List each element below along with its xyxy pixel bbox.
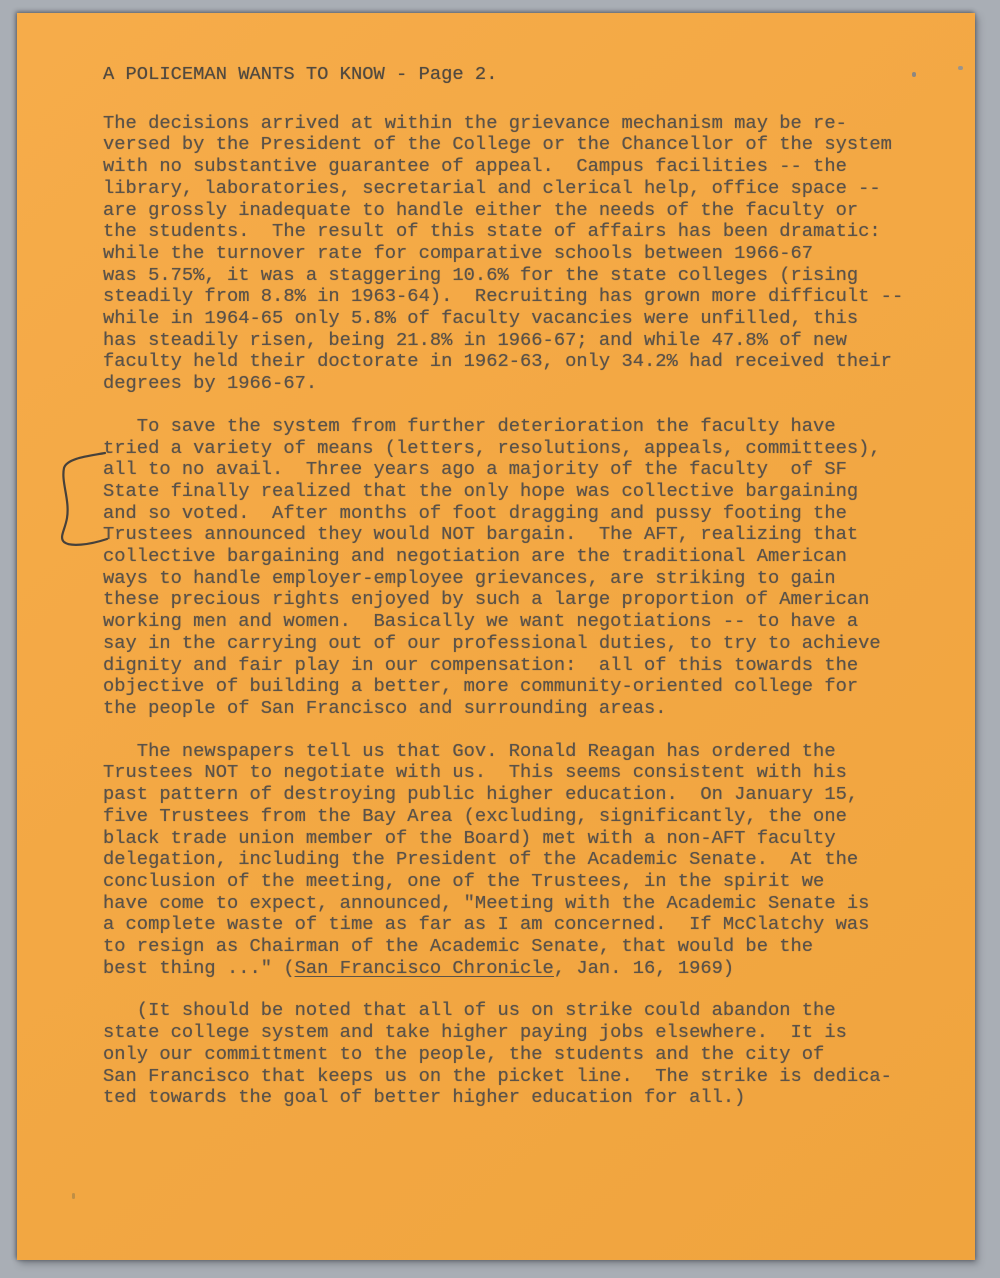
text-line: a complete waste of time as far as I am concerned. If McClatchy was: [103, 913, 870, 936]
text-line: faculty held their doctorate in 1962-63, only 34.2% had received their: [103, 350, 892, 373]
text-line: say in the carrying out of our professional duties, to try to achieve: [103, 631, 881, 654]
text-line: five Trustees from the Bay Area (excluding, significantly, the one: [103, 804, 847, 827]
text-line: conclusion of the meeting, one of the Trustees, in the spirit we: [103, 869, 825, 892]
text-line: (It should be noted that all of us on strike could abandon the: [103, 999, 836, 1022]
text-line: to resign as Chairman of the Academic Senate, that would be the: [103, 935, 814, 958]
typewritten-content: [103, 64, 933, 1130]
text-line: best thing ..." (San Francisco Chronicle, Jan. 16, 1969): [103, 956, 735, 979]
ink-speck: [912, 72, 916, 77]
paragraph: [103, 741, 933, 980]
paragraph: [103, 416, 933, 720]
text-line: ted towards the goal of better higher education for all.): [103, 1086, 746, 1109]
text-line: dignity and fair play in our compensation: all of this towards the: [103, 653, 859, 676]
text-line: Trustees announced they would NOT bargain. The AFT, realizing that: [103, 523, 859, 546]
text-line: and so voted. After months of foot dragging and pussy footing the: [103, 501, 847, 524]
text-line: was 5.75%, it was a staggering 10.6% for the state colleges (rising: [103, 263, 859, 286]
text-line: steadily from 8.8% in 1963-64). Recruiting has grown more difficult --: [103, 285, 904, 308]
text-line: the students. The result of this state of affairs has been dramatic:: [103, 220, 881, 243]
text-line: has steadily risen, being 21.8% in 1966-67; and while 47.8% of new: [103, 328, 847, 351]
ink-speck: [958, 66, 963, 70]
text-line: black trade union member of the Board) met with a non-AFT faculty: [103, 826, 836, 849]
text-line: while in 1964-65 only 5.8% of faculty vacancies were unfilled, this: [103, 307, 859, 330]
text-line: To save the system from further deterioration the faculty have: [103, 414, 836, 437]
text-line: degrees by 1966-67.: [103, 372, 318, 395]
text-line: with no substantive guarantee of appeal. Campus facilities -- the: [103, 155, 847, 178]
text-line: State finally realized that the only hope was collective bargaining: [103, 479, 859, 502]
paragraph: [103, 1000, 933, 1109]
text-line: have come to expect, announced, "Meeting with the Academic Senate is: [103, 891, 870, 914]
text-line: delegation, including the President of the Academic Senate. At the: [103, 848, 859, 871]
text-line: collective bargaining and negotiation are the traditional American: [103, 545, 847, 568]
scanned-paper-page: [17, 13, 975, 1260]
underlined-citation: San Francisco Chronicle: [294, 956, 554, 979]
text-line: state college system and take higher paying jobs elsewhere. It is: [103, 1021, 847, 1044]
text-line: while the turnover rate for comparative schools between 1966-67: [103, 241, 814, 264]
text-line: all to no avail. Three years ago a majority of the faculty of SF: [103, 458, 847, 481]
text-line: The decisions arrived at within the grievance mechanism may be re-: [103, 111, 847, 134]
text-line: these precious rights enjoyed by such a large proportion of American: [103, 588, 870, 611]
text-line: San Francisco that keeps us on the picket line. The strike is dedica-: [103, 1064, 892, 1087]
text-line: Trustees NOT to negotiate with us. This seems consistent with his: [103, 761, 847, 784]
text-line: objective of building a better, more community-oriented college for: [103, 675, 859, 698]
text-line: ways to handle employer-employee grievances, are striking to gain: [103, 566, 836, 589]
paragraph: [103, 113, 933, 395]
text-line: The newspapers tell us that Gov. Ronald Reagan has ordered the: [103, 739, 836, 762]
text-line: are grossly inadequate to handle either the needs of the faculty or: [103, 198, 859, 221]
ink-speck: [72, 1193, 75, 1199]
page-title: A POLICEMAN WANTS TO KNOW - Page 2.: [103, 63, 498, 85]
text-line: working men and women. Basically we want negotiations -- to have a: [103, 610, 859, 633]
document-body: [103, 113, 933, 1109]
text-line: the people of San Francisco and surrounding areas.: [103, 696, 667, 719]
text-line: tried a variety of means (letters, resolutions, appeals, committees),: [103, 436, 881, 459]
margin-bracket-annotation: [55, 446, 113, 554]
text-line: library, laboratories, secretarial and clerical help, office space --: [103, 176, 881, 199]
text-line: versed by the President of the College or the Chancellor of the system: [103, 133, 892, 156]
text-line: only our committment to the people, the students and the city of: [103, 1042, 825, 1065]
text-line: past pattern of destroying public higher education. On January 15,: [103, 783, 859, 806]
